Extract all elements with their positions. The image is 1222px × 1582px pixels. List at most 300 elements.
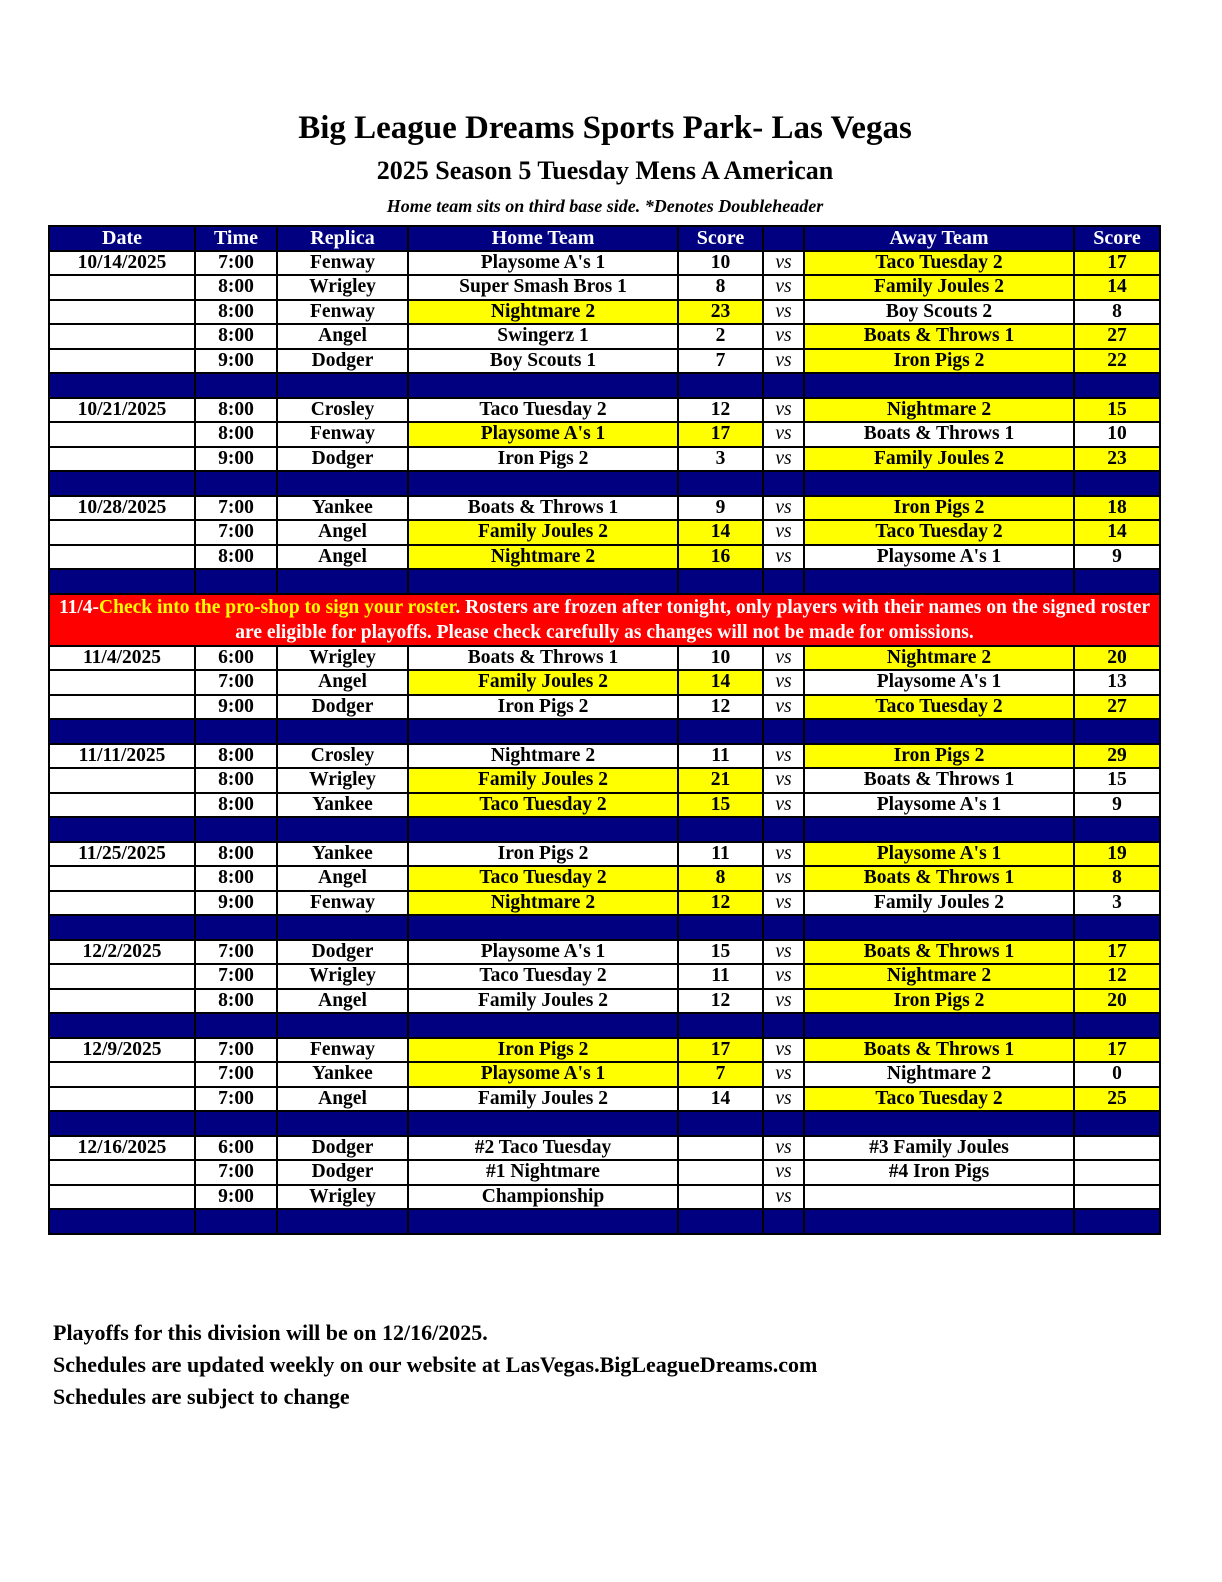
vs-cell: vs — [763, 842, 804, 867]
replica-cell: Wrigley — [277, 646, 408, 671]
vs-cell: vs — [763, 891, 804, 916]
game-row — [49, 793, 1160, 818]
vs-cell: vs — [763, 989, 804, 1014]
home-team-cell: Boy Scouts 1 — [408, 349, 678, 374]
time-cell: 8:00 — [195, 744, 277, 769]
separator-cell — [408, 1111, 678, 1136]
away-score-cell: 3 — [1074, 891, 1160, 916]
time-cell: 8:00 — [195, 842, 277, 867]
separator-cell — [49, 1209, 195, 1234]
game-row — [49, 251, 1160, 276]
separator-row — [49, 719, 1160, 744]
replica-cell: Angel — [277, 866, 408, 891]
home-team-cell: Family Joules 2 — [408, 989, 678, 1014]
home-score-cell: 15 — [678, 793, 763, 818]
separator-cell — [763, 915, 804, 940]
notice-rest: . Rosters are frozen after tonight, only players with their names on the signed roster are eligible for playoffs. Please check carefully as changes will not be made for omissions. — [235, 596, 1151, 643]
home-team-cell: Playsome A's 1 — [408, 251, 678, 276]
game-row — [49, 496, 1160, 521]
time-cell: 7:00 — [195, 1038, 277, 1063]
separator-cell — [804, 471, 1074, 496]
separator-cell — [1074, 817, 1160, 842]
replica-cell: Fenway — [277, 1038, 408, 1063]
header-date: Date — [49, 226, 195, 251]
vs-cell: vs — [763, 940, 804, 965]
separator-row — [49, 1209, 1160, 1234]
home-score-cell: 11 — [678, 744, 763, 769]
date-cell — [49, 793, 195, 818]
time-cell: 7:00 — [195, 1062, 277, 1087]
separator-cell — [408, 1209, 678, 1234]
notice-highlight: Check into the pro-shop to sign your roster — [99, 596, 456, 618]
away-team-cell: Boy Scouts 2 — [804, 300, 1074, 325]
game-row — [49, 989, 1160, 1014]
vs-cell: vs — [763, 1062, 804, 1087]
game-row — [49, 349, 1160, 374]
time-cell: 8:00 — [195, 422, 277, 447]
header-home-score: Score — [678, 226, 763, 251]
away-team-cell: Boats & Throws 1 — [804, 768, 1074, 793]
date-cell — [49, 695, 195, 720]
replica-cell: Dodger — [277, 1160, 408, 1185]
game-row — [49, 695, 1160, 720]
home-team-cell: Iron Pigs 2 — [408, 1038, 678, 1063]
separator-cell — [804, 915, 1074, 940]
footer-website: Schedules are updated weekly on our website at LasVegas.BigLeagueDreams.com — [53, 1352, 818, 1377]
separator-cell — [763, 1111, 804, 1136]
separator-cell — [277, 1013, 408, 1038]
away-team-cell: Taco Tuesday 2 — [804, 251, 1074, 276]
home-score-cell: 9 — [678, 496, 763, 521]
home-team-cell: Nightmare 2 — [408, 545, 678, 570]
away-team-cell: Iron Pigs 2 — [804, 744, 1074, 769]
date-cell — [49, 1185, 195, 1210]
date-cell — [49, 275, 195, 300]
home-score-cell: 12 — [678, 398, 763, 423]
home-score-cell: 17 — [678, 1038, 763, 1063]
separator-row — [49, 1111, 1160, 1136]
away-score-cell: 14 — [1074, 275, 1160, 300]
away-score-cell: 27 — [1074, 324, 1160, 349]
separator-cell — [763, 1209, 804, 1234]
vs-cell: vs — [763, 251, 804, 276]
time-cell: 7:00 — [195, 1160, 277, 1185]
home-team-cell: Iron Pigs 2 — [408, 447, 678, 472]
home-score-cell: 10 — [678, 251, 763, 276]
time-cell: 6:00 — [195, 1136, 277, 1161]
separator-cell — [49, 471, 195, 496]
separator-cell — [804, 1111, 1074, 1136]
time-cell: 7:00 — [195, 1087, 277, 1112]
away-score-cell: 8 — [1074, 300, 1160, 325]
home-score-cell: 21 — [678, 768, 763, 793]
separator-cell — [408, 471, 678, 496]
game-row — [49, 866, 1160, 891]
game-row — [49, 1160, 1160, 1185]
home-score-cell: 12 — [678, 891, 763, 916]
separator-row — [49, 817, 1160, 842]
replica-cell: Yankee — [277, 793, 408, 818]
separator-cell — [804, 1013, 1074, 1038]
date-cell — [49, 989, 195, 1014]
time-cell: 8:00 — [195, 324, 277, 349]
home-team-cell: Taco Tuesday 2 — [408, 964, 678, 989]
away-team-cell: #4 Iron Pigs — [804, 1160, 1074, 1185]
replica-cell: Angel — [277, 520, 408, 545]
time-cell: 8:00 — [195, 300, 277, 325]
home-score-cell: 12 — [678, 989, 763, 1014]
home-score-cell: 14 — [678, 520, 763, 545]
date-cell: 11/11/2025 — [49, 744, 195, 769]
date-cell: 11/25/2025 — [49, 842, 195, 867]
time-cell: 9:00 — [195, 695, 277, 720]
replica-cell: Dodger — [277, 349, 408, 374]
separator-cell — [678, 719, 763, 744]
away-score-cell: 20 — [1074, 989, 1160, 1014]
schedule-table — [48, 225, 1161, 1235]
vs-cell: vs — [763, 447, 804, 472]
time-cell: 8:00 — [195, 768, 277, 793]
game-row — [49, 842, 1160, 867]
game-row — [49, 1087, 1160, 1112]
away-team-cell: Nightmare 2 — [804, 398, 1074, 423]
separator-cell — [408, 719, 678, 744]
date-cell — [49, 866, 195, 891]
home-team-note: Home team sits on third base side. *Denotes Doubleheader — [386, 196, 824, 216]
separator-cell — [763, 719, 804, 744]
date-cell — [49, 964, 195, 989]
vs-cell: vs — [763, 1185, 804, 1210]
away-team-cell: Taco Tuesday 2 — [804, 520, 1074, 545]
away-team-cell: Boats & Throws 1 — [804, 422, 1074, 447]
separator-cell — [678, 817, 763, 842]
vs-cell: vs — [763, 300, 804, 325]
home-score-cell: 3 — [678, 447, 763, 472]
home-team-cell: Playsome A's 1 — [408, 940, 678, 965]
home-score-cell: 11 — [678, 964, 763, 989]
home-team-cell: Family Joules 2 — [408, 670, 678, 695]
home-team-cell: #1 Nightmare — [408, 1160, 678, 1185]
separator-cell — [1074, 471, 1160, 496]
replica-cell: Dodger — [277, 695, 408, 720]
home-team-cell: #2 Taco Tuesday — [408, 1136, 678, 1161]
time-cell: 8:00 — [195, 989, 277, 1014]
time-cell: 8:00 — [195, 545, 277, 570]
separator-cell — [277, 719, 408, 744]
separator-cell — [763, 817, 804, 842]
game-row — [49, 1038, 1160, 1063]
header-away-team: Away Team — [804, 226, 1074, 251]
away-team-cell: Iron Pigs 2 — [804, 349, 1074, 374]
home-score-cell: 17 — [678, 422, 763, 447]
separator-cell — [277, 471, 408, 496]
home-team-cell: Playsome A's 1 — [408, 1062, 678, 1087]
vs-cell: vs — [763, 768, 804, 793]
game-row — [49, 545, 1160, 570]
away-team-cell: Taco Tuesday 2 — [804, 695, 1074, 720]
replica-cell: Angel — [277, 670, 408, 695]
separator-row — [49, 471, 1160, 496]
home-score-cell: 11 — [678, 842, 763, 867]
home-score-cell: 12 — [678, 695, 763, 720]
header-home-team: Home Team — [408, 226, 678, 251]
separator-cell — [678, 915, 763, 940]
time-cell: 8:00 — [195, 398, 277, 423]
away-team-cell: Playsome A's 1 — [804, 842, 1074, 867]
game-row — [49, 768, 1160, 793]
header-vs — [763, 226, 804, 251]
footer-playoffs: Playoffs for this division will be on 12/16/2025. — [53, 1320, 488, 1345]
header-time: Time — [195, 226, 277, 251]
replica-cell: Dodger — [277, 1136, 408, 1161]
home-score-cell: 23 — [678, 300, 763, 325]
separator-cell — [1074, 719, 1160, 744]
roster-notice — [49, 594, 1160, 646]
home-team-cell: Nightmare 2 — [408, 744, 678, 769]
header-replica: Replica — [277, 226, 408, 251]
separator-cell — [1074, 569, 1160, 594]
away-team-cell: Iron Pigs 2 — [804, 989, 1074, 1014]
vs-cell: vs — [763, 422, 804, 447]
time-cell: 8:00 — [195, 866, 277, 891]
away-team-cell — [804, 1185, 1074, 1210]
home-team-cell: Iron Pigs 2 — [408, 842, 678, 867]
separator-cell — [277, 817, 408, 842]
footer — [53, 1317, 817, 1413]
away-team-cell: Playsome A's 1 — [804, 793, 1074, 818]
separator-cell — [678, 1209, 763, 1234]
separator-cell — [408, 1013, 678, 1038]
vs-cell: vs — [763, 744, 804, 769]
home-team-cell: Championship — [408, 1185, 678, 1210]
away-team-cell: Boats & Throws 1 — [804, 866, 1074, 891]
home-score-cell: 8 — [678, 275, 763, 300]
separator-cell — [1074, 1209, 1160, 1234]
away-team-cell: Iron Pigs 2 — [804, 496, 1074, 521]
separator-row — [49, 915, 1160, 940]
time-cell: 7:00 — [195, 964, 277, 989]
away-team-cell: Playsome A's 1 — [804, 670, 1074, 695]
home-score-cell: 8 — [678, 866, 763, 891]
header-away-score: Score — [1074, 226, 1160, 251]
date-cell — [49, 768, 195, 793]
date-cell: 10/21/2025 — [49, 398, 195, 423]
separator-cell — [408, 817, 678, 842]
home-team-cell: Family Joules 2 — [408, 1087, 678, 1112]
replica-cell: Fenway — [277, 251, 408, 276]
away-team-cell: #3 Family Joules — [804, 1136, 1074, 1161]
separator-cell — [1074, 915, 1160, 940]
separator-cell — [1074, 1013, 1160, 1038]
replica-cell: Angel — [277, 545, 408, 570]
replica-cell: Angel — [277, 1087, 408, 1112]
replica-cell: Dodger — [277, 447, 408, 472]
home-team-cell: Family Joules 2 — [408, 520, 678, 545]
separator-cell — [763, 1013, 804, 1038]
away-score-cell — [1074, 1185, 1160, 1210]
date-cell — [49, 520, 195, 545]
away-team-cell: Family Joules 2 — [804, 447, 1074, 472]
away-score-cell: 18 — [1074, 496, 1160, 521]
separator-cell — [763, 471, 804, 496]
away-team-cell: Nightmare 2 — [804, 646, 1074, 671]
footer-disclaimer: Schedules are subject to change — [53, 1384, 350, 1409]
replica-cell: Yankee — [277, 842, 408, 867]
vs-cell: vs — [763, 1038, 804, 1063]
separator-row — [49, 373, 1160, 398]
time-cell: 9:00 — [195, 1185, 277, 1210]
date-cell — [49, 891, 195, 916]
away-score-cell: 9 — [1074, 545, 1160, 570]
replica-cell: Fenway — [277, 891, 408, 916]
away-team-cell: Boats & Throws 1 — [804, 940, 1074, 965]
away-score-cell: 13 — [1074, 670, 1160, 695]
date-cell: 12/16/2025 — [49, 1136, 195, 1161]
vs-cell: vs — [763, 496, 804, 521]
away-score-cell: 19 — [1074, 842, 1160, 867]
separator-cell — [195, 1209, 277, 1234]
away-score-cell: 25 — [1074, 1087, 1160, 1112]
home-score-cell: 7 — [678, 349, 763, 374]
home-score-cell: 10 — [678, 646, 763, 671]
away-team-cell: Playsome A's 1 — [804, 545, 1074, 570]
game-row — [49, 1136, 1160, 1161]
vs-cell: vs — [763, 545, 804, 570]
replica-cell: Wrigley — [277, 275, 408, 300]
away-score-cell: 22 — [1074, 349, 1160, 374]
home-team-cell: Family Joules 2 — [408, 768, 678, 793]
vs-cell: vs — [763, 793, 804, 818]
separator-cell — [49, 915, 195, 940]
separator-cell — [763, 569, 804, 594]
separator-cell — [678, 373, 763, 398]
separator-cell — [195, 1111, 277, 1136]
separator-cell — [49, 1013, 195, 1038]
date-cell — [49, 1062, 195, 1087]
away-score-cell: 17 — [1074, 1038, 1160, 1063]
away-score-cell: 27 — [1074, 695, 1160, 720]
home-team-cell: Super Smash Bros 1 — [408, 275, 678, 300]
date-cell — [49, 1160, 195, 1185]
separator-cell — [804, 719, 1074, 744]
separator-cell — [277, 915, 408, 940]
separator-cell — [195, 915, 277, 940]
home-score-cell — [678, 1185, 763, 1210]
home-team-cell: Boats & Throws 1 — [408, 646, 678, 671]
separator-cell — [49, 373, 195, 398]
date-cell: 10/14/2025 — [49, 251, 195, 276]
separator-cell — [277, 569, 408, 594]
game-row — [49, 324, 1160, 349]
time-cell: 8:00 — [195, 275, 277, 300]
replica-cell: Angel — [277, 324, 408, 349]
separator-cell — [1074, 1111, 1160, 1136]
date-cell — [49, 545, 195, 570]
separator-cell — [678, 1111, 763, 1136]
time-cell: 9:00 — [195, 349, 277, 374]
away-score-cell: 15 — [1074, 768, 1160, 793]
separator-cell — [408, 373, 678, 398]
game-row — [49, 744, 1160, 769]
time-cell: 9:00 — [195, 447, 277, 472]
replica-cell: Yankee — [277, 1062, 408, 1087]
away-team-cell: Family Joules 2 — [804, 275, 1074, 300]
separator-cell — [804, 569, 1074, 594]
separator-cell — [277, 1209, 408, 1234]
separator-row — [49, 1013, 1160, 1038]
date-cell — [49, 1087, 195, 1112]
vs-cell: vs — [763, 695, 804, 720]
game-row — [49, 1185, 1160, 1210]
away-team-cell: Family Joules 2 — [804, 891, 1074, 916]
separator-cell — [195, 569, 277, 594]
separator-cell — [804, 1209, 1074, 1234]
away-score-cell: 23 — [1074, 447, 1160, 472]
separator-cell — [195, 719, 277, 744]
date-cell — [49, 447, 195, 472]
away-team-cell: Boats & Throws 1 — [804, 1038, 1074, 1063]
away-team-cell: Nightmare 2 — [804, 1062, 1074, 1087]
game-row — [49, 520, 1160, 545]
time-cell: 7:00 — [195, 251, 277, 276]
home-team-cell: Nightmare 2 — [408, 300, 678, 325]
time-cell: 7:00 — [195, 940, 277, 965]
vs-cell: vs — [763, 866, 804, 891]
away-team-cell: Nightmare 2 — [804, 964, 1074, 989]
game-row — [49, 447, 1160, 472]
time-cell: 7:00 — [195, 520, 277, 545]
separator-cell — [678, 1013, 763, 1038]
home-team-cell: Boats & Throws 1 — [408, 496, 678, 521]
date-cell — [49, 349, 195, 374]
page-title: Big League Dreams Sports Park- Las Vegas — [298, 110, 912, 146]
away-score-cell: 8 — [1074, 866, 1160, 891]
away-team-cell: Taco Tuesday 2 — [804, 1087, 1074, 1112]
away-score-cell: 9 — [1074, 793, 1160, 818]
vs-cell: vs — [763, 1160, 804, 1185]
game-row — [49, 300, 1160, 325]
replica-cell: Crosley — [277, 744, 408, 769]
vs-cell: vs — [763, 349, 804, 374]
separator-cell — [678, 471, 763, 496]
separator-cell — [195, 471, 277, 496]
game-row — [49, 398, 1160, 423]
date-cell: 11/4/2025 — [49, 646, 195, 671]
separator-cell — [49, 1111, 195, 1136]
game-row — [49, 670, 1160, 695]
away-score-cell: 12 — [1074, 964, 1160, 989]
time-cell: 8:00 — [195, 793, 277, 818]
date-cell — [49, 422, 195, 447]
date-cell: 12/2/2025 — [49, 940, 195, 965]
separator-row — [49, 569, 1160, 594]
separator-cell — [195, 1013, 277, 1038]
game-row — [49, 1062, 1160, 1087]
separator-cell — [804, 373, 1074, 398]
separator-cell — [195, 373, 277, 398]
home-score-cell — [678, 1136, 763, 1161]
game-row — [49, 275, 1160, 300]
home-score-cell: 2 — [678, 324, 763, 349]
separator-cell — [678, 569, 763, 594]
time-cell: 9:00 — [195, 891, 277, 916]
away-score-cell: 15 — [1074, 398, 1160, 423]
vs-cell: vs — [763, 398, 804, 423]
separator-cell — [49, 569, 195, 594]
home-score-cell: 14 — [678, 670, 763, 695]
home-score-cell — [678, 1160, 763, 1185]
separator-cell — [1074, 373, 1160, 398]
